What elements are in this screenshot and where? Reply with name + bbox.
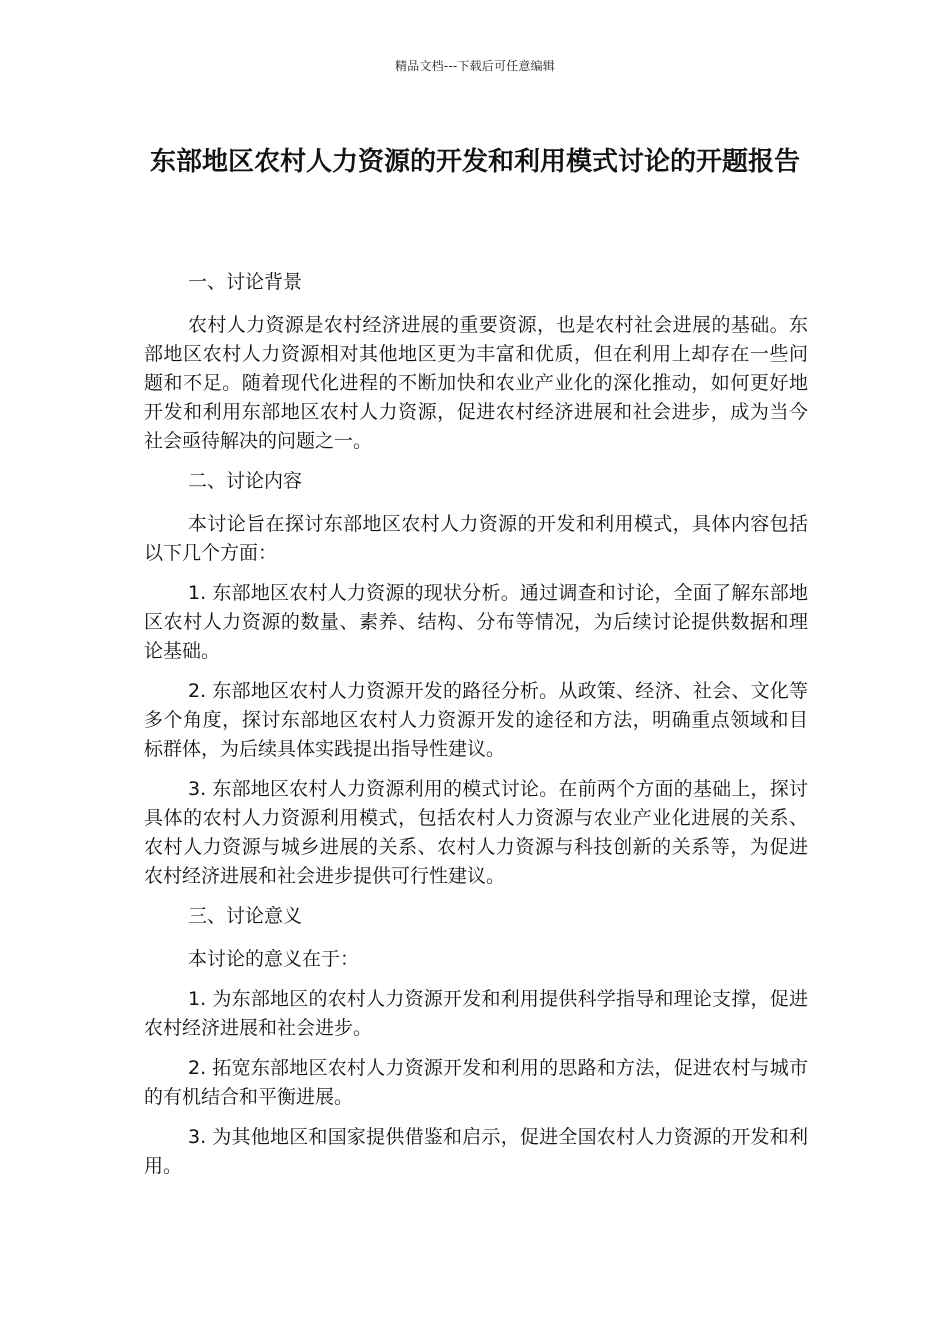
list-item: 2. 东部地区农村人力资源开发的路径分析。从政策、经济、社会、文化等多个角度，探讨东部地区农村人力资源开发的途径和方法，明确重点领域和目标群体，为后续具体实践提出指导性建议。 <box>144 680 808 760</box>
section-significance <box>144 902 808 1181</box>
paragraph: 本讨论的意义在于： <box>188 948 360 970</box>
paragraph: 农村人力资源是农村经济进展的重要资源，也是农村社会进展的基础。东部地区农村人力资源相对其他地区更为丰富和优质，但在利用上却存在一些问题和不足。随着现代化进程的不断加快和农业产业化的深化推动，如何更好地开发和利用东部地区农村人力资源，促进农村经济进展和社会进步，成为当今社会亟待解决的问题之一。 <box>144 314 808 452</box>
section-background <box>144 268 808 456</box>
section-heading: 一、讨论背景 <box>188 271 303 293</box>
header-note: 精品文档---下载后可任意编辑 <box>395 59 555 73</box>
section-heading: 二、讨论内容 <box>188 470 303 492</box>
list-item: 2. 拓宽东部地区农村人力资源开发和利用的思路和方法，促进农村与城市的有机结合和平衡进展。 <box>144 1057 808 1108</box>
document-title: 东部地区农村人力资源的开发和利用模式讨论的开题报告 <box>149 147 800 177</box>
list-item: 3. 为其他地区和国家提供借鉴和启示，促进全国农村人力资源的开发和利用。 <box>144 1126 808 1177</box>
list-item: 1. 东部地区农村人力资源的现状分析。通过调查和讨论，全面了解东部地区农村人力资源的数量、素养、结构、分布等情况，为后续讨论提供数据和理论基础。 <box>144 582 808 662</box>
section-heading: 三、讨论意义 <box>188 905 303 927</box>
section-content <box>144 467 808 891</box>
list-item: 3. 东部地区农村人力资源利用的模式讨论。在前两个方面的基础上，探讨具体的农村人力资源利用模式，包括农村人力资源与农业产业化进展的关系、农村人力资源与城乡进展的关系、农村人力资源与科技创新的关系等，为促进农村经济进展和社会进步提供可行性建议。 <box>144 778 808 887</box>
document-body <box>144 268 808 1192</box>
list-item: 1. 为东部地区的农村人力资源开发和利用提供科学指导和理论支撑，促进农村经济进展和社会进步。 <box>144 988 808 1039</box>
paragraph: 本讨论旨在探讨东部地区农村人力资源的开发和利用模式，具体内容包括以下几个方面： <box>144 513 808 564</box>
